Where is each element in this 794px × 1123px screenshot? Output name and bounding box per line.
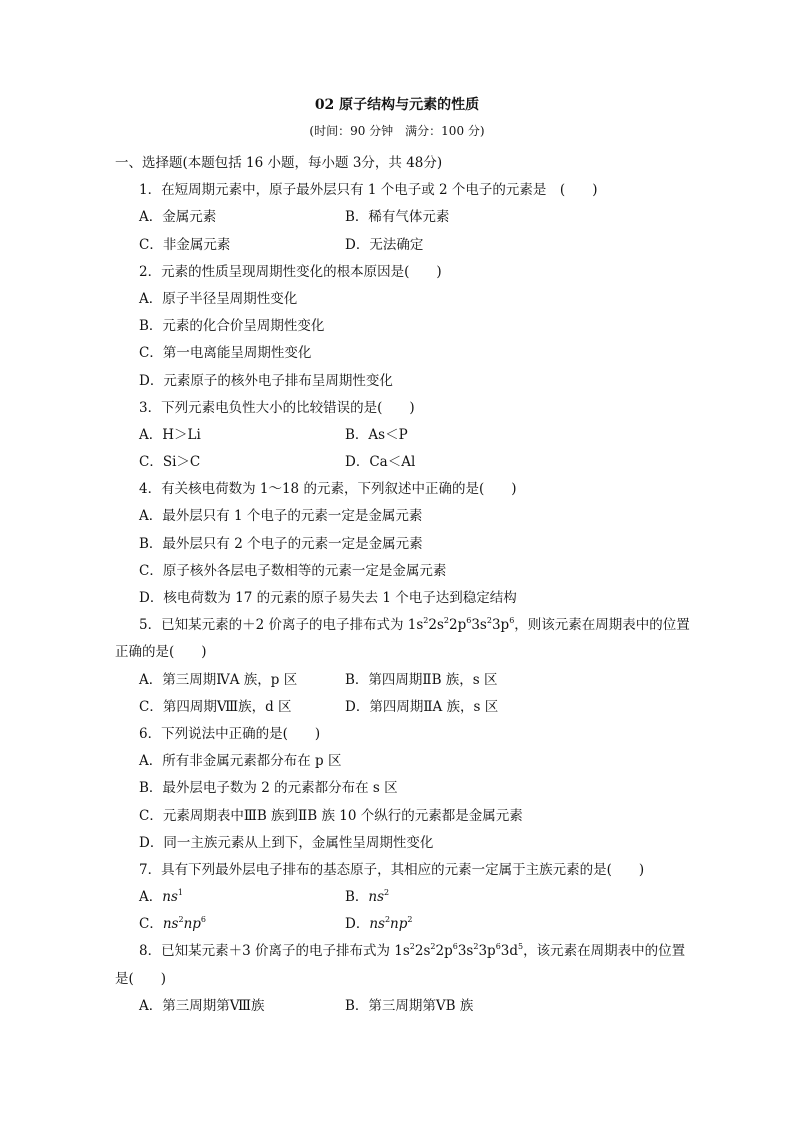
orbital: 3s — [457, 943, 474, 960]
question-stem-5-cont: 正确的是( ) — [115, 644, 207, 661]
orbital: 3s — [471, 617, 487, 634]
question-stem-2: 2．元素的性质呈现周期性变化的根本原因是( ) — [139, 263, 442, 280]
option-b: B．最外层电子数为 2 的元素都分布在 s 区 — [139, 780, 398, 797]
question-stem-8-cont: 是( ) — [115, 970, 167, 987]
question-options-3b — [115, 449, 685, 476]
electron-count: 6 — [466, 616, 472, 626]
electron-configuration — [394, 943, 523, 959]
question-options-5a — [115, 667, 685, 694]
option-d: D．Ca＜Al — [345, 454, 416, 471]
question-stem-8 — [115, 938, 685, 965]
electron-count: 6 — [452, 942, 458, 952]
orbital: 2s — [428, 617, 444, 634]
page-subtitle: (时间：90 分钟 满分：100 分) — [309, 124, 485, 138]
option-d: D．同一主族元素从上到下，金属性呈周期性变化 — [139, 834, 434, 851]
question-options-1b — [115, 232, 685, 259]
option-d: D．第四周期ⅡA 族，s 区 — [345, 698, 499, 715]
section-heading: 一、选择题(本题包括 16 小题，每小题 3分，共 48分) — [115, 155, 443, 171]
question-options-7b — [115, 911, 685, 938]
orbital: 2p — [449, 617, 467, 634]
option-c: C．Si＞C — [139, 454, 201, 471]
question-options-7a — [115, 884, 685, 911]
option-a: A．金属元素 — [139, 209, 217, 226]
question-options-5b — [115, 694, 685, 721]
electron-count: 2 — [473, 942, 479, 952]
option-c: C．$ns^2np^6$ — [139, 915, 206, 933]
electron-configuration — [408, 617, 515, 633]
electron-count: 5 — [518, 942, 524, 952]
stem-text: ，则该元素在周期表中的位置 — [514, 617, 690, 634]
orbital: 3p — [491, 617, 510, 634]
electron-count: 2 — [486, 616, 492, 626]
question-stem-5 — [115, 612, 690, 639]
electron-count: 2 — [423, 616, 429, 626]
option-c: C．第一电离能呈周期性变化 — [139, 345, 312, 362]
option-a: A．最外层只有 1 个电子的元素一定是金属元素 — [139, 508, 423, 525]
question-stem-1: 1．在短周期元素中，原子最外层只有 1 个电子或 2 个电子的元素是 ( ) — [139, 182, 598, 199]
option-b: B．$ns^2$ — [345, 888, 390, 906]
orbital: 3d — [500, 943, 519, 960]
option-c: C．原子核外各层电子数相等的元素一定是金属元素 — [139, 562, 447, 579]
stem-text: 8．已知某元素＋3 价离子的电子排布式为 — [139, 943, 395, 960]
question-stem-6: 6．下列说法中正确的是( ) — [139, 725, 321, 742]
option-a: A．第三周期第Ⅷ族 — [139, 997, 265, 1014]
question-list — [115, 150, 690, 1020]
option-b: B．元素的化合价呈周期性变化 — [139, 318, 325, 335]
question-stem-4: 4．有关核电荷数为 1～18 的元素，下列叙述中正确的是( ) — [139, 481, 517, 498]
option-c: C．元素周期表中ⅢB 族到ⅡB 族 10 个纵行的元素都是金属元素 — [139, 807, 523, 824]
option-d: D．元素原子的核外电子排布呈周期性变化 — [139, 372, 393, 389]
option-b: B．稀有气体元素 — [345, 209, 450, 226]
option-a: A．原子半径呈周期性变化 — [139, 290, 298, 307]
option-b: B．第三周期第ⅤB 族 — [345, 997, 474, 1014]
option-d: D．无法确定 — [345, 236, 424, 253]
option-a: A．$ns^1$ — [139, 888, 183, 906]
option-a: A．H＞Li — [139, 426, 201, 443]
option-c: C．非金属元素 — [139, 236, 231, 253]
option-b: B．最外层只有 2 个电子的元素一定是金属元素 — [139, 535, 423, 552]
electron-count: 6 — [509, 616, 515, 626]
question-options-3a — [115, 422, 685, 449]
electron-count: 6 — [495, 942, 501, 952]
orbital: 3p — [478, 943, 496, 960]
option-a: A．所有非金属元素都分布在 p 区 — [139, 753, 342, 770]
option-d: D．核电荷数为 17 的元素的原子易失去 1 个电子达到稳定结构 — [139, 590, 517, 606]
orbital: 1s — [394, 943, 410, 960]
option-d: D．$ns^2np^2$ — [345, 915, 413, 933]
stem-text: ，该元素在周期表中的位置 — [523, 943, 686, 960]
page-title: 02 原子结构与元素的性质 — [314, 97, 480, 113]
question-options-1a — [115, 204, 685, 231]
question-stem-3: 3．下列元素电负性大小的比较错误的是( ) — [139, 399, 415, 416]
option-c: C．第四周期Ⅷ族，d 区 — [139, 698, 292, 715]
electron-count: 2 — [409, 942, 415, 952]
stem-text: 5．已知某元素的＋2 价离子的电子排布式为 — [139, 617, 408, 634]
electron-count: 2 — [430, 942, 436, 952]
electron-count: 2 — [443, 616, 450, 626]
option-a: A．第三周期ⅣA 族，p 区 — [139, 671, 298, 688]
question-stem-7: 7．具有下列最外层电子排布的基态原子，其相应的元素一定属于主族元素的是( ) — [139, 861, 645, 878]
orbital: 2s — [414, 943, 431, 960]
option-b: B．第四周期ⅡB 族，s 区 — [345, 671, 498, 688]
orbital: 2p — [435, 943, 453, 960]
orbital: 1s — [407, 617, 424, 634]
option-b: B．As＜P — [345, 426, 408, 443]
question-options-8a — [115, 993, 685, 1020]
